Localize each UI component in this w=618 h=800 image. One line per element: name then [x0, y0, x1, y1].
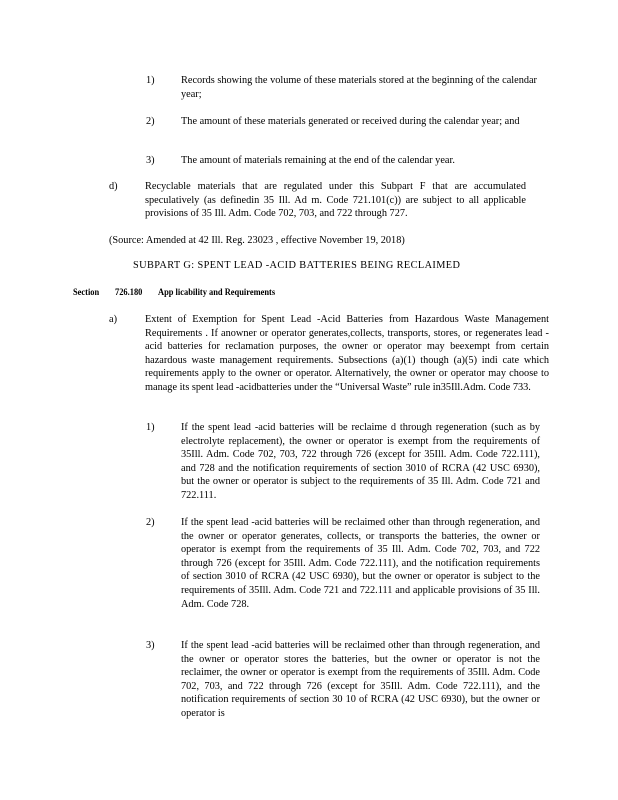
sub-item-number: 2) [146, 517, 155, 528]
section-label: Section [73, 287, 100, 298]
section-number: 726.180 [115, 287, 143, 298]
paragraph-text: Recyclable materials that are regulated under this Subpart F that are accumulated speculatively (as definedin 35 Ill. Ad m. Code 721.101(c)) are subject to all applicable provisions of 35 Ill. Adm. Code 702, 703, and 722 through 727. [145, 181, 526, 220]
sub-item-text: If the spent lead -acid batteries will be reclaime d through regeneration (such as by electrolyte replacement), the owner or operator is exempt from the requirements of 35Ill. Adm. Code 702, 703, 722 through 726 (except for 35Ill. Adm. Code 722.111), and 728 and the notification requirements of section 3010 of RCRA (42 USC 6930), but the owner or operator is subject to the requirements of 35 Ill. Adm. Code 721 and 722.111. [181, 422, 540, 501]
sub-item-text: If the spent lead -acid batteries will be reclaimed other than through regeneration, and the owner or operator stores the batteries, but the owner or operator is not the reclaimer, the owner or operator is exempt from the requirements of 35Ill. Adm. Code 702, 703, and 722 through 726 (except for 35Ill. Adm. Code 722.111), and the notification requirements of section 30 10 of RCRA (42 USC 6930), but the owner or operator is [181, 640, 540, 719]
list-item-text: The amount of materials remaining at the end of the calendar year. [181, 155, 455, 166]
section-title: App licability and Requirements [158, 287, 276, 298]
paragraph-label: a) [109, 314, 117, 325]
source-note: (Source: Amended at 42 Ill. Reg. 23023 , effective November 19, 2018) [109, 235, 405, 246]
paragraph-label: d) [109, 181, 118, 192]
sub-item-number: 3) [146, 640, 155, 651]
list-number: 2) [146, 116, 155, 127]
list-number: 3) [146, 155, 155, 166]
list-number: 1) [146, 75, 155, 86]
sub-item-text: If the spent lead -acid batteries will be reclaimed other than through regeneration, and the owner or operator generates, collects, or transports the batteries, the owner or operator is exempt from the requirements of 35 Ill. Adm. Code 702, 703, and 722 through 726 (except for 35Ill. Adm. Code 722.111), and the notification requirements of section 3010 of RCRA (42 USC 6930), but the owner or operator is subject to the requirements of 35Ill. Adm. Code 721 and 722.111 and applicable provisions of 35 Ill. Adm. Code 728. [181, 517, 540, 610]
list-item-text: Records showing the volume of these materials stored at the beginning of the calendar year; [181, 75, 537, 100]
sub-item-number: 1) [146, 422, 155, 433]
list-item-text: The amount of these materials generated or received during the calendar year; and [181, 116, 520, 127]
paragraph-text: Extent of Exemption for Spent Lead -Acid Batteries from Hazardous Waste Management Requirements . If anowner or operator generates,collects, transports, stores, or regenerates lead -acid batteries for reclamation purposes, the owner or operator may beexempt from certain hazardous waste management requirements. Subsections (a)(1) though (a)(5) indi cate which requirements apply to the owner or operator. Alternatively, the owner or operator may choose to manage its spent lead -acidbatteries under the “Universal Waste” rule in35Ill.Adm. Code 733. [145, 314, 549, 393]
subpart-heading: SUBPART G: SPENT LEAD -ACID BATTERIES BEING RECLAIMED [133, 260, 461, 271]
